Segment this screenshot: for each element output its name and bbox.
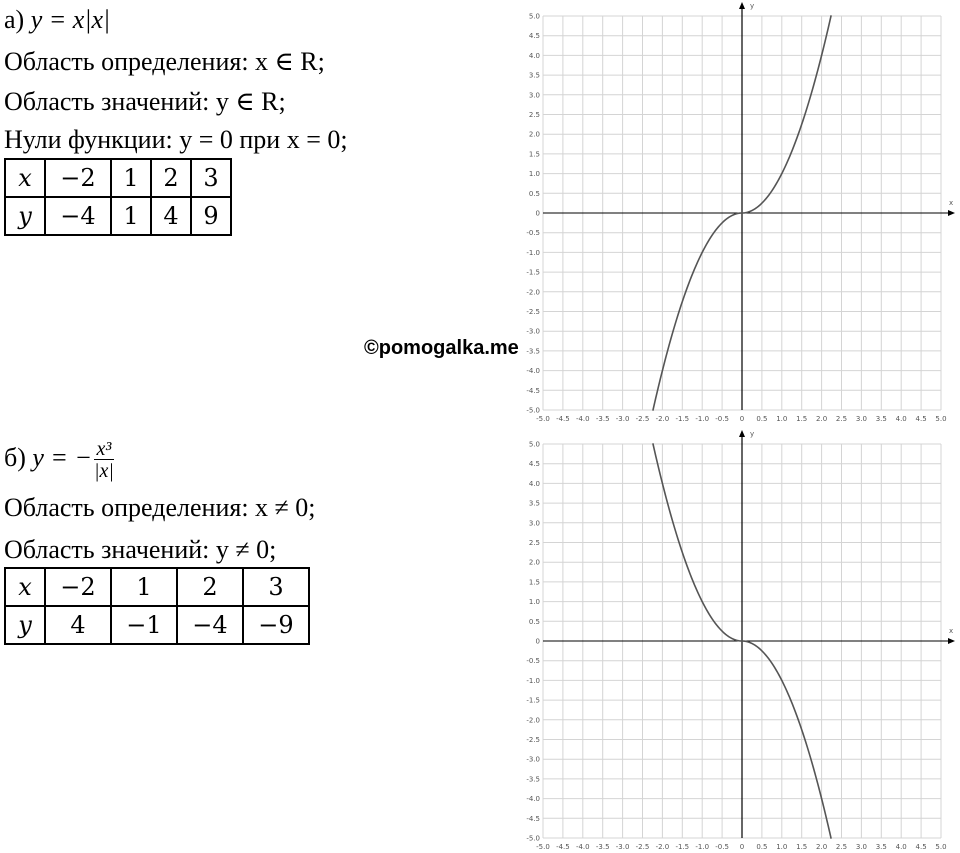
x-tick-label: 3.5 (875, 415, 887, 423)
x-tick-label: -2.0 (655, 415, 670, 423)
table-cell: −4 (45, 197, 111, 235)
table-cell: 3 (191, 159, 231, 197)
x-axis-label: x (949, 199, 954, 207)
y-tick-label: 4.5 (528, 32, 540, 41)
y-tick-label: 3.0 (528, 91, 540, 100)
part-a-domain: Область определения: x ∈ R; (4, 47, 325, 76)
x-tick-label: -1.0 (695, 843, 710, 851)
x-tick-label: 0.5 (756, 843, 768, 851)
y-tick-label: 1.0 (528, 598, 540, 607)
chart-y-neg-x3-over-abs-x (512, 428, 957, 853)
table-header-x: x (5, 159, 45, 197)
part-b-domain: Область определения: x ≠ 0; (4, 493, 316, 522)
part-a-value-table (4, 158, 232, 236)
table-cell: 4 (151, 197, 191, 235)
x-tick-label: -2.5 (635, 415, 650, 423)
y-axis-label: y (750, 430, 755, 438)
x-tick-label: -4.0 (575, 415, 590, 423)
x-tick-label: -0.5 (715, 415, 729, 423)
table-header-x: x (5, 568, 45, 606)
y-tick-label: -1.0 (526, 676, 540, 685)
y-tick-label: 3.0 (528, 519, 540, 528)
fraction-denominator: |x| (94, 459, 114, 482)
y-tick-label: 2.0 (528, 130, 540, 139)
table-cell: −4 (177, 606, 243, 644)
x-tick-label: 1.5 (796, 415, 808, 423)
x-tick-label: 0.5 (756, 415, 768, 423)
table-header-y: y (5, 197, 45, 235)
y-tick-label: -4.5 (526, 386, 540, 395)
watermark: ©pomogalka.me (364, 337, 519, 359)
x-tick-label: -0.5 (715, 843, 729, 851)
x-tick-label: 4.5 (915, 843, 927, 851)
x-tick-label: 5.0 (935, 843, 947, 851)
x-tick-label: 4.5 (915, 415, 927, 423)
x-axis-label: x (949, 627, 954, 635)
x-tick-label: -4.0 (575, 843, 590, 851)
y-axis-arrow (739, 430, 745, 437)
y-tick-label: 4.0 (528, 51, 540, 60)
x-tick-label: 0 (739, 415, 745, 423)
y-tick-label: 4.0 (528, 479, 540, 488)
y-tick-label: -0.5 (526, 229, 540, 238)
part-b-range: Область значений: y ≠ 0; (4, 535, 277, 564)
x-tick-label: 1.0 (776, 415, 788, 423)
y-tick-label: -1.5 (526, 696, 540, 705)
y-tick-label: -0.5 (526, 657, 540, 666)
y-axis-label: y (750, 2, 755, 10)
table-cell: 1 (111, 568, 177, 606)
x-tick-label: -5.0 (536, 415, 550, 423)
table-cell: −1 (111, 606, 177, 644)
part-a-label: а) (4, 5, 31, 34)
y-tick-label: -4.0 (526, 795, 540, 804)
y-axis-arrow (739, 2, 745, 9)
y-tick-label: 0.5 (528, 617, 540, 626)
part-b-formula: y = − (32, 443, 93, 472)
table-cell: −2 (45, 159, 111, 197)
y-tick-label: 0.5 (528, 189, 540, 198)
part-a-range: Область значений: y ∈ R; (4, 87, 286, 116)
x-tick-label: 3.0 (855, 415, 867, 423)
x-tick-label: -2.5 (635, 843, 650, 851)
y-tick-label: -3.5 (526, 347, 540, 356)
y-tick-label: -5.0 (526, 406, 540, 415)
x-tick-label: 2.0 (816, 415, 828, 423)
y-tick-label: -1.5 (526, 268, 540, 277)
chart-y-x-abs-x (512, 0, 957, 425)
x-tick-label: -4.5 (556, 843, 570, 851)
table-row (5, 568, 309, 606)
x-tick-label: 1.0 (776, 843, 788, 851)
table-row (5, 197, 231, 235)
y-tick-label: 3.5 (528, 499, 540, 508)
x-tick-label: 0 (739, 843, 745, 851)
y-tick-label: 5.0 (528, 12, 540, 21)
table-cell: 1 (111, 197, 151, 235)
y-tick-label: 2.5 (528, 111, 540, 119)
y-tick-label: -5.0 (526, 834, 540, 843)
table-cell: 3 (243, 568, 309, 606)
x-tick-label: 2.5 (835, 843, 848, 851)
x-axis-arrow (948, 210, 955, 216)
table-cell: −9 (243, 606, 309, 644)
x-tick-label: -4.5 (556, 415, 570, 423)
x-tick-label: 2.5 (835, 415, 848, 423)
x-axis-arrow (948, 638, 955, 644)
x-tick-label: 1.5 (796, 843, 808, 851)
y-tick-label: 2.5 (528, 539, 540, 547)
fraction-numerator: x³ (94, 439, 114, 460)
part-a-title (4, 4, 110, 36)
part-b-value-table (4, 567, 310, 645)
y-tick-label: -2.5 (526, 308, 540, 316)
x-tick-label: -3.0 (615, 843, 630, 851)
x-tick-label: 4.0 (895, 843, 907, 851)
part-a-formula: y = x|x| (30, 5, 111, 34)
x-tick-label: -1.5 (675, 843, 690, 851)
x-tick-label: 4.0 (895, 415, 907, 423)
part-b-title (4, 436, 114, 482)
part-b-fraction (94, 439, 114, 482)
y-tick-label: -3.0 (526, 327, 540, 336)
x-tick-label: -5.0 (536, 843, 550, 851)
x-tick-label: -3.0 (615, 415, 630, 423)
table-cell: 4 (45, 606, 111, 644)
y-tick-label: -3.0 (526, 755, 540, 764)
y-tick-label: -3.5 (526, 775, 540, 784)
part-a-zeros: Нули функции: y = 0 при x = 0; (4, 125, 348, 154)
y-tick-label: 3.5 (528, 71, 540, 80)
y-tick-label: 1.0 (528, 170, 540, 179)
x-tick-label: 2.0 (816, 843, 828, 851)
x-tick-label: -3.5 (595, 843, 610, 851)
table-cell: 2 (177, 568, 243, 606)
y-tick-label: 0 (535, 637, 540, 646)
y-tick-label: 5.0 (528, 440, 540, 449)
y-tick-label: 1.5 (528, 578, 540, 587)
x-tick-label: 3.5 (875, 843, 887, 851)
y-tick-label: -2.0 (526, 288, 540, 297)
x-tick-label: 5.0 (935, 415, 947, 423)
x-tick-label: -1.5 (675, 415, 690, 423)
y-tick-label: -4.5 (526, 814, 540, 823)
table-header-y: y (5, 606, 45, 644)
x-tick-label: -1.0 (695, 415, 710, 423)
table-cell: 9 (191, 197, 231, 235)
y-tick-label: -4.0 (526, 367, 540, 376)
y-tick-label: 0 (535, 209, 540, 218)
part-b-label: б) (4, 443, 33, 472)
x-tick-label: -3.5 (595, 415, 610, 423)
y-tick-label: -2.0 (526, 716, 540, 725)
table-cell: −2 (45, 568, 111, 606)
y-tick-label: -1.0 (526, 248, 540, 257)
table-row (5, 606, 309, 644)
y-tick-label: 1.5 (528, 150, 540, 159)
table-cell: 2 (151, 159, 191, 197)
y-tick-label: 2.0 (528, 558, 540, 567)
table-cell: 1 (111, 159, 151, 197)
y-tick-label: -2.5 (526, 736, 540, 744)
table-row (5, 159, 231, 197)
x-tick-label: -2.0 (655, 843, 670, 851)
y-tick-label: 4.5 (528, 460, 540, 469)
x-tick-label: 3.0 (855, 843, 867, 851)
